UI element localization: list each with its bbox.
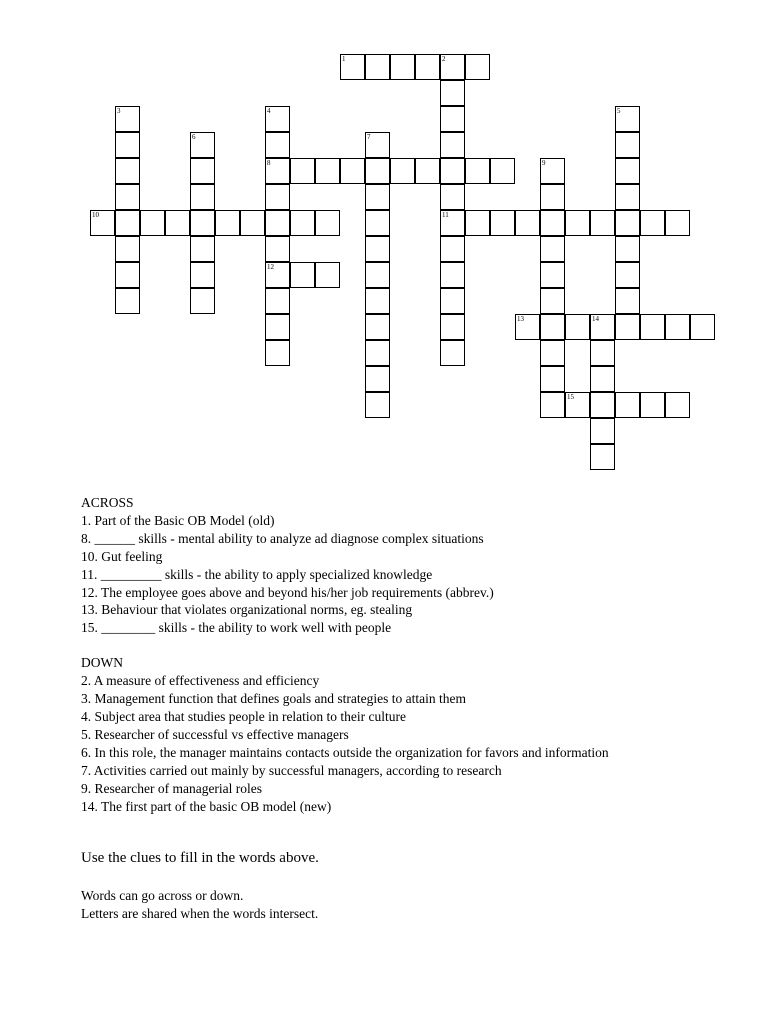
crossword-cell[interactable]: [365, 262, 390, 288]
across-clue: 13. Behaviour that violates organizational norms, eg. stealing: [81, 602, 413, 618]
crossword-cell[interactable]: [440, 314, 465, 340]
crossword-cell[interactable]: [290, 210, 315, 236]
crossword-cell[interactable]: [265, 184, 290, 210]
crossword-cell[interactable]: [190, 184, 215, 210]
crossword-cell[interactable]: [440, 236, 465, 262]
crossword-cell[interactable]: [115, 262, 140, 288]
crossword-cell[interactable]: [265, 132, 290, 158]
crossword-cell[interactable]: [365, 210, 390, 236]
down-clue: 9. Researcher of managerial roles: [81, 780, 263, 796]
crossword-cell[interactable]: [340, 54, 365, 80]
crossword-cell[interactable]: [540, 366, 565, 392]
crossword-cell[interactable]: [315, 210, 340, 236]
crossword-cell[interactable]: [190, 236, 215, 262]
crossword-cell[interactable]: [440, 340, 465, 366]
down-clue: 4. Subject area that studies people in relation to their culture: [81, 708, 407, 724]
crossword-cell[interactable]: [115, 184, 140, 210]
crossword-cell[interactable]: [615, 262, 640, 288]
instructions-main: Use the clues to fill in the words above.: [81, 850, 319, 866]
crossword-cell[interactable]: [540, 288, 565, 314]
crossword-cell[interactable]: [115, 132, 140, 158]
clue-number: 7: [367, 133, 371, 141]
crossword-cell[interactable]: [540, 314, 565, 340]
crossword-cell[interactable]: [315, 158, 340, 184]
crossword-cell[interactable]: [115, 106, 140, 132]
clue-number: 13: [517, 315, 524, 323]
crossword-cell[interactable]: [590, 366, 615, 392]
crossword-cell[interactable]: [640, 314, 665, 340]
crossword-cell[interactable]: [390, 158, 415, 184]
crossword-cell[interactable]: [240, 210, 265, 236]
crossword-cell[interactable]: [390, 54, 415, 80]
crossword-cell[interactable]: [440, 106, 465, 132]
down-clue: 6. In this role, the manager maintains contacts outside the organization for favors and information: [81, 744, 609, 760]
crossword-cell[interactable]: [640, 392, 665, 418]
crossword-cell[interactable]: [115, 236, 140, 262]
clue-number: 8: [267, 159, 271, 167]
crossword-cell[interactable]: [515, 210, 540, 236]
crossword-cell[interactable]: [365, 392, 390, 418]
crossword-cell[interactable]: [265, 236, 290, 262]
crossword-cell[interactable]: [590, 444, 615, 470]
clues-section: [81, 494, 741, 815]
instructions-line-1: Words can go across or down.: [81, 888, 244, 903]
clue-number: 6: [192, 133, 196, 141]
crossword-cell[interactable]: [265, 262, 290, 288]
across-heading: ACROSS: [81, 495, 134, 510]
crossword-cell[interactable]: [490, 158, 515, 184]
across-clue: 15. ________ skills - the ability to work well with people: [81, 620, 392, 636]
crossword-cell[interactable]: [415, 54, 440, 80]
crossword-cell[interactable]: [290, 158, 315, 184]
down-clue: 3. Management function that defines goals and strategies to attain them: [81, 691, 467, 707]
across-block: [81, 494, 741, 637]
instructions-details: [81, 887, 319, 923]
crossword-cell[interactable]: [190, 158, 215, 184]
crossword-cell[interactable]: [365, 54, 390, 80]
crossword-cell[interactable]: [640, 210, 665, 236]
crossword-cell[interactable]: [440, 54, 465, 80]
crossword-grid: [0, 0, 768, 480]
down-clue: 5. Researcher of successful vs effective managers: [81, 726, 349, 742]
crossword-cell[interactable]: [615, 158, 640, 184]
crossword-cell[interactable]: [540, 392, 565, 418]
crossword-cell[interactable]: [590, 314, 615, 340]
crossword-cell[interactable]: [615, 288, 640, 314]
crossword-cell[interactable]: [415, 158, 440, 184]
crossword-cell[interactable]: [440, 132, 465, 158]
down-heading: DOWN: [81, 655, 123, 671]
crossword-cell[interactable]: [615, 236, 640, 262]
crossword-cell[interactable]: [440, 210, 465, 236]
crossword-cell[interactable]: [540, 262, 565, 288]
crossword-cell[interactable]: [190, 262, 215, 288]
crossword-cell[interactable]: [565, 392, 590, 418]
crossword-cell[interactable]: [115, 288, 140, 314]
crossword-cell[interactable]: [265, 106, 290, 132]
crossword-cell[interactable]: [665, 314, 690, 340]
crossword-cell[interactable]: [540, 340, 565, 366]
crossword-cell[interactable]: [665, 392, 690, 418]
crossword-cell[interactable]: [665, 210, 690, 236]
clue-number: 14: [592, 315, 599, 323]
clue-number: 9: [542, 159, 546, 167]
crossword-cell[interactable]: [615, 106, 640, 132]
crossword-cell[interactable]: [490, 210, 515, 236]
crossword-cell[interactable]: [590, 392, 615, 418]
clue-number: 2: [442, 55, 446, 63]
crossword-cell[interactable]: [440, 80, 465, 106]
crossword-cell[interactable]: [140, 210, 165, 236]
crossword-cell[interactable]: [440, 262, 465, 288]
clue-number: 10: [92, 211, 99, 219]
crossword-cell[interactable]: [265, 340, 290, 366]
crossword-cell[interactable]: [365, 158, 390, 184]
crossword-cell[interactable]: [465, 158, 490, 184]
crossword-cell[interactable]: [290, 262, 315, 288]
crossword-cell[interactable]: [340, 158, 365, 184]
crossword-cell[interactable]: [615, 132, 640, 158]
crossword-cell[interactable]: [565, 210, 590, 236]
crossword-cell[interactable]: [165, 210, 190, 236]
crossword-cell[interactable]: [115, 158, 140, 184]
crossword-cell[interactable]: [365, 236, 390, 262]
across-clue: 11. _________ skills - the ability to apply specialized knowledge: [81, 566, 433, 582]
crossword-cell[interactable]: [365, 340, 390, 366]
clue-number: 5: [617, 107, 621, 115]
crossword-cell[interactable]: [690, 314, 715, 340]
across-clue: 10. Gut feeling: [81, 548, 163, 564]
across-clue: 8. ______ skills - mental ability to analyze ad diagnose complex situations: [81, 530, 484, 546]
crossword-cell[interactable]: [315, 262, 340, 288]
crossword-cell[interactable]: [540, 184, 565, 210]
across-clue: 12. The employee goes above and beyond his/her job requirements (abbrev.): [81, 584, 494, 600]
clue-number: 4: [267, 107, 271, 115]
crossword-cell[interactable]: [90, 210, 115, 236]
clue-number: 15: [567, 393, 574, 401]
crossword-cell[interactable]: [190, 132, 215, 158]
crossword-cell[interactable]: [440, 158, 465, 184]
crossword-cell[interactable]: [365, 366, 390, 392]
crossword-cell[interactable]: [215, 210, 240, 236]
crossword-cell[interactable]: [265, 158, 290, 184]
crossword-cell[interactable]: [615, 210, 640, 236]
clue-number: 3: [117, 107, 121, 115]
down-block: [81, 654, 741, 815]
crossword-cell[interactable]: [540, 210, 565, 236]
crossword-cell[interactable]: [590, 340, 615, 366]
crossword-cell[interactable]: [365, 288, 390, 314]
crossword-cell[interactable]: [440, 288, 465, 314]
crossword-cell[interactable]: [515, 314, 540, 340]
crossword-cell[interactable]: [115, 210, 140, 236]
crossword-cell[interactable]: [540, 158, 565, 184]
crossword-cell[interactable]: [615, 392, 640, 418]
crossword-cell[interactable]: [265, 210, 290, 236]
crossword-cell[interactable]: [365, 132, 390, 158]
crossword-cell[interactable]: [465, 210, 490, 236]
crossword-cell[interactable]: [190, 288, 215, 314]
crossword-cell[interactable]: [615, 314, 640, 340]
crossword-cell[interactable]: [590, 210, 615, 236]
clue-number: 12: [267, 263, 274, 271]
crossword-cell[interactable]: [615, 184, 640, 210]
across-clue: 1. Part of the Basic OB Model (old): [81, 512, 275, 528]
crossword-cell[interactable]: [365, 314, 390, 340]
clue-number: 1: [342, 55, 346, 63]
down-clue: 14. The first part of the basic OB model (new): [81, 798, 332, 814]
crossword-cell[interactable]: [265, 288, 290, 314]
crossword-cell[interactable]: [365, 184, 390, 210]
crossword-cell[interactable]: [565, 314, 590, 340]
crossword-cell[interactable]: [540, 236, 565, 262]
instructions-line-2: Letters are shared when the words intersect.: [81, 906, 319, 921]
crossword-cell[interactable]: [265, 314, 290, 340]
crossword-cell[interactable]: [440, 184, 465, 210]
crossword-cell[interactable]: [465, 54, 490, 80]
crossword-cell[interactable]: [590, 418, 615, 444]
instructions: [81, 850, 319, 923]
crossword-cell[interactable]: [190, 210, 215, 236]
down-clue: 7. Activities carried out mainly by successful managers, according to research: [81, 762, 502, 778]
clue-number: 11: [442, 211, 449, 219]
down-clue: 2. A measure of effectiveness and efficiency: [81, 673, 320, 689]
